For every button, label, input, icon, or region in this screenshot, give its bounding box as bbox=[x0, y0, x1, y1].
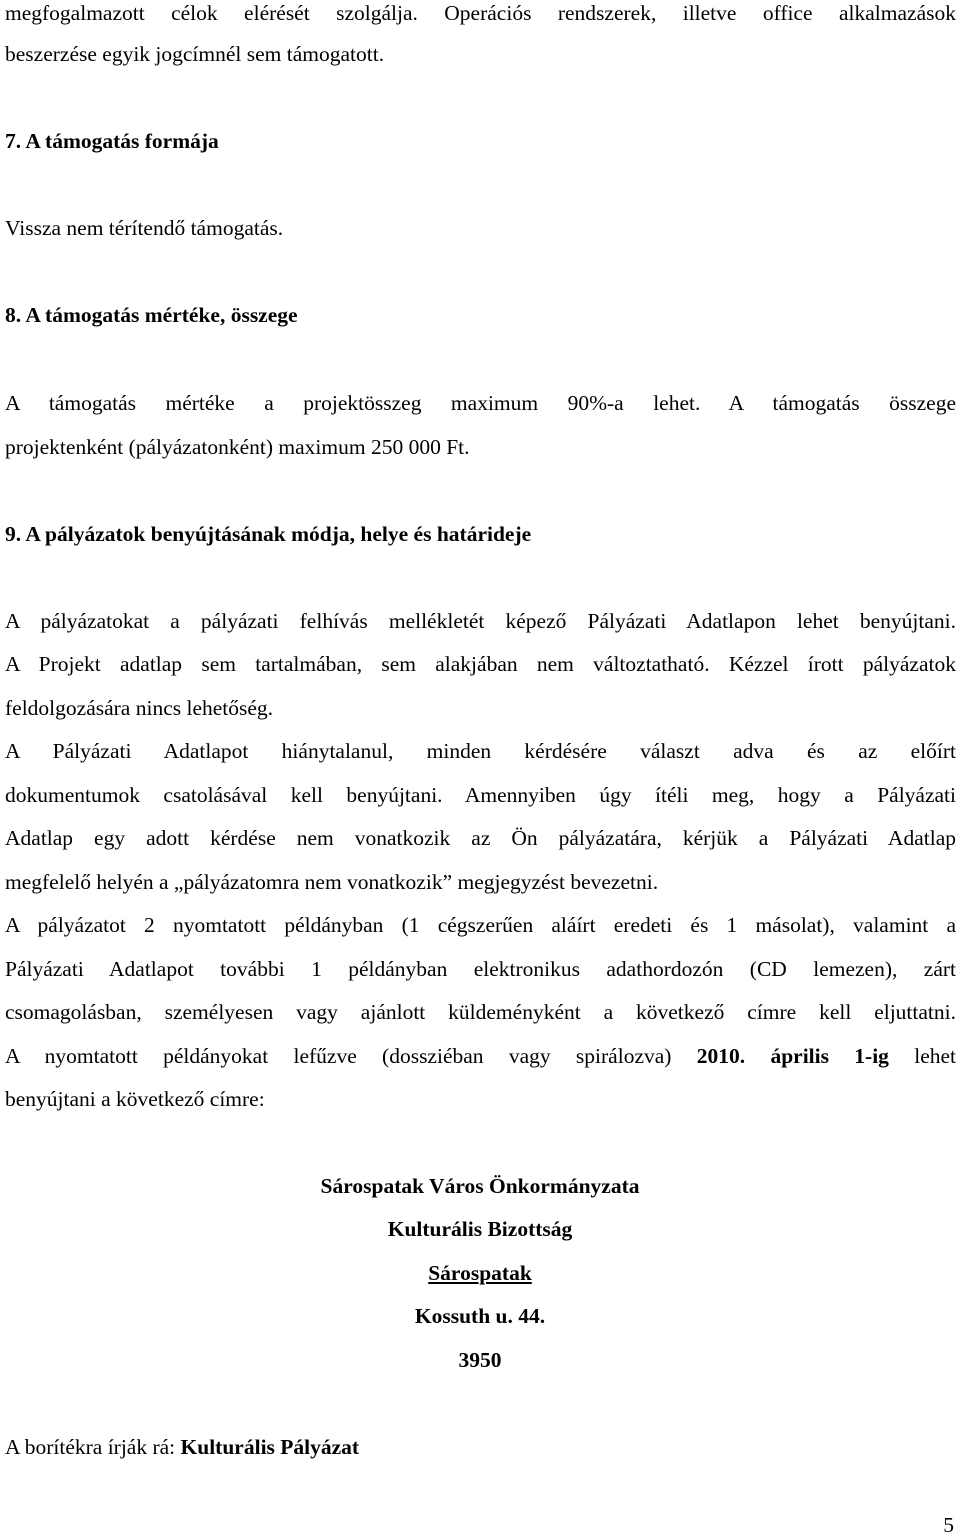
section-9-p4-line-1: A pályázatot 2 nyomtatott példányban (1 cégszerűen aláírt eredeti és 1 másolat), valamint a bbox=[5, 913, 956, 937]
section-9-p4-line-3: csomagolásban, személyesen vagy ajánlott küldeményként a következő címre kell eljuttatni. bbox=[5, 1000, 956, 1024]
intro-line-2: beszerzése egyik jogcímnél sem támogatott. bbox=[5, 42, 385, 66]
envelope-label: A borítékra írják rá: bbox=[5, 1435, 176, 1459]
section-8-line-1: A támogatás mértéke a projektösszeg maximum 90%-a lehet. A támogatás összege bbox=[5, 391, 956, 415]
address-city-text: Sárospatak bbox=[428, 1261, 532, 1285]
deadline-date: 2010. április 1-ig bbox=[696, 1044, 889, 1068]
intro-line-1: megfogalmazott célok elérését szolgálja. Operációs rendszerek, illetve office alkalmazások bbox=[5, 1, 956, 25]
section-9-p3-line-2: dokumentumok csatolásával kell benyújtani. Amennyiben úgy ítéli meg, hogy a Pályázati bbox=[5, 783, 956, 807]
section-9-p5-line-1 bbox=[5, 1043, 956, 1069]
section-9-p2-line-2: feldolgozására nincs lehetőség. bbox=[5, 696, 274, 720]
section-9-p5-text-c: lehet bbox=[914, 1044, 957, 1068]
section-9-p3-line-1: A Pályázati Adatlapot hiánytalanul, minden kérdésére választ adva és az előírt bbox=[5, 739, 956, 763]
section-9-p5-text-a: A nyomtatott példányokat lefűzve (dossziéban vagy spirálozva) bbox=[5, 1044, 672, 1068]
section-9-p3-line-3: Adatlap egy adott kérdése nem vonatkozik az Ön pályázatára, kérjük a Pályázati Adatlap bbox=[5, 826, 956, 850]
section-9-p4-line-2: Pályázati Adatlapot további 1 példányban elektronikus adathordozón (CD lemezen), zárt bbox=[5, 957, 956, 981]
envelope-value: Kulturális Pályázat bbox=[180, 1435, 360, 1459]
section-7-text: Vissza nem térítendő támogatás. bbox=[5, 216, 284, 240]
address-street: Kossuth u. 44. bbox=[414, 1304, 546, 1328]
section-9-p5-line-2: benyújtani a következő címre: bbox=[5, 1087, 265, 1111]
section-9-heading: 9. A pályázatok benyújtásának módja, helye és határideje bbox=[5, 522, 532, 546]
section-9-p3-line-4: megfelelő helyén a „pályázatomra nem vonatkozik” megjegyzést bevezetni. bbox=[5, 870, 659, 894]
address-org: Sárospatak Város Önkormányzata bbox=[320, 1174, 640, 1198]
section-8-line-2: projektenként (pályázatonként) maximum 250 000 Ft. bbox=[5, 435, 470, 459]
section-7-heading: 7. A támogatás formája bbox=[5, 129, 219, 153]
envelope-note bbox=[5, 1434, 956, 1460]
address-zip: 3950 bbox=[458, 1348, 502, 1372]
address-city bbox=[0, 1260, 960, 1286]
page-number: 5 bbox=[943, 1513, 954, 1537]
address-committee: Kulturális Bizottság bbox=[387, 1217, 573, 1241]
section-9-p1-line-1: A pályázatokat a pályázati felhívás mellékletét képező Pályázati Adatlapon lehet benyújtani. bbox=[5, 609, 956, 633]
section-9-p2-line-1: A Projekt adatlap sem tartalmában, sem alakjában nem változtatható. Kézzel írott pályázatok bbox=[5, 652, 956, 676]
section-8-heading: 8. A támogatás mértéke, összege bbox=[5, 303, 298, 327]
